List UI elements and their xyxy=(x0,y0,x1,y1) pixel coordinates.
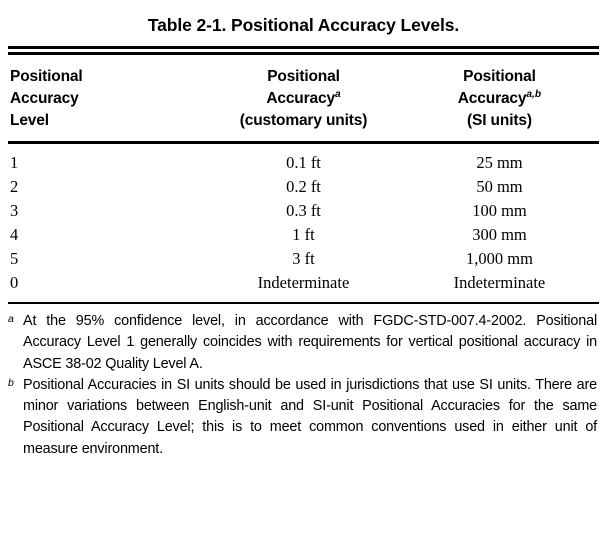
footnote-marker-a-customary-header: a xyxy=(334,89,341,101)
cell-si-units: 25 mm xyxy=(476,153,523,173)
column-header-si-units xyxy=(404,66,599,132)
cell-si-units: 300 mm xyxy=(472,225,527,245)
footnote-marker: b xyxy=(8,376,14,389)
cell-accuracy-level: 3 xyxy=(10,201,19,221)
cell-customary-units: 0.2 ft xyxy=(286,177,321,197)
column-header-level-line-1: Positional xyxy=(10,68,83,86)
footnote xyxy=(8,311,597,375)
column-header-customary-word: Accuracy xyxy=(266,90,335,108)
table-footnotes xyxy=(8,304,599,460)
column-header-customary-units xyxy=(203,66,404,132)
cell-accuracy-level: 1 xyxy=(10,153,19,173)
column-header-level-line-2: Accuracy xyxy=(10,90,79,108)
table-header-row xyxy=(8,55,599,141)
cell-customary-units: 3 ft xyxy=(292,249,315,269)
table-row xyxy=(8,199,599,223)
column-header-si-line-3: (SI units) xyxy=(467,112,532,130)
cell-si-units: Indeterminate xyxy=(453,273,546,293)
footnote-text: Positional Accuracies in SI units should be used in jurisdictions that use SI units. There are minor variations between English-unit and SI-unit Positional Accuracies for the same Positional Accuracy Level; this is to meet common conventions used in either unit of measure environment. xyxy=(23,376,597,457)
cell-customary-units: 0.1 ft xyxy=(286,153,321,173)
table-body xyxy=(8,144,599,302)
column-header-si-line-2 xyxy=(404,88,595,110)
table-row xyxy=(8,223,599,247)
table-row xyxy=(8,175,599,199)
table-caption: Table 2-1. Positional Accuracy Levels. xyxy=(147,15,460,35)
table-row xyxy=(8,271,599,295)
footnote-text: At the 95% confidence level, in accordance with FGDC-STD-007.4-2002. Positional Accuracy Level 1 generally coincides with requirements for vertical positional accuracy in ASCE 38-02 Quality Level A. xyxy=(23,313,597,372)
column-header-accuracy-level xyxy=(8,66,203,132)
table-row xyxy=(8,247,599,271)
cell-customary-units: 1 ft xyxy=(292,225,315,245)
cell-si-units: 100 mm xyxy=(472,201,527,221)
cell-accuracy-level: 2 xyxy=(10,177,19,197)
table-top-double-rule xyxy=(8,46,599,55)
column-header-customary-line-1: Positional xyxy=(267,68,340,86)
table-row xyxy=(8,151,599,175)
cell-accuracy-level: 0 xyxy=(10,273,19,293)
cell-customary-units: 0.3 ft xyxy=(286,201,321,221)
column-header-customary-line-3: (customary units) xyxy=(239,112,368,130)
footnote-marker: a xyxy=(8,313,14,326)
column-header-si-line-1: Positional xyxy=(463,68,536,86)
column-header-level-line-3: Level xyxy=(10,112,49,130)
cell-accuracy-level: 4 xyxy=(10,225,19,245)
cell-accuracy-level: 5 xyxy=(10,249,19,269)
column-header-customary-line-2 xyxy=(203,88,404,110)
column-header-si-word: Accuracy xyxy=(457,90,527,108)
footnote xyxy=(8,375,597,460)
cell-si-units: 50 mm xyxy=(476,177,523,197)
footnote-marker-ab-si-header: a,b xyxy=(526,89,542,101)
cell-si-units: 1,000 mm xyxy=(466,249,533,269)
cell-customary-units: Indeterminate xyxy=(257,273,350,293)
